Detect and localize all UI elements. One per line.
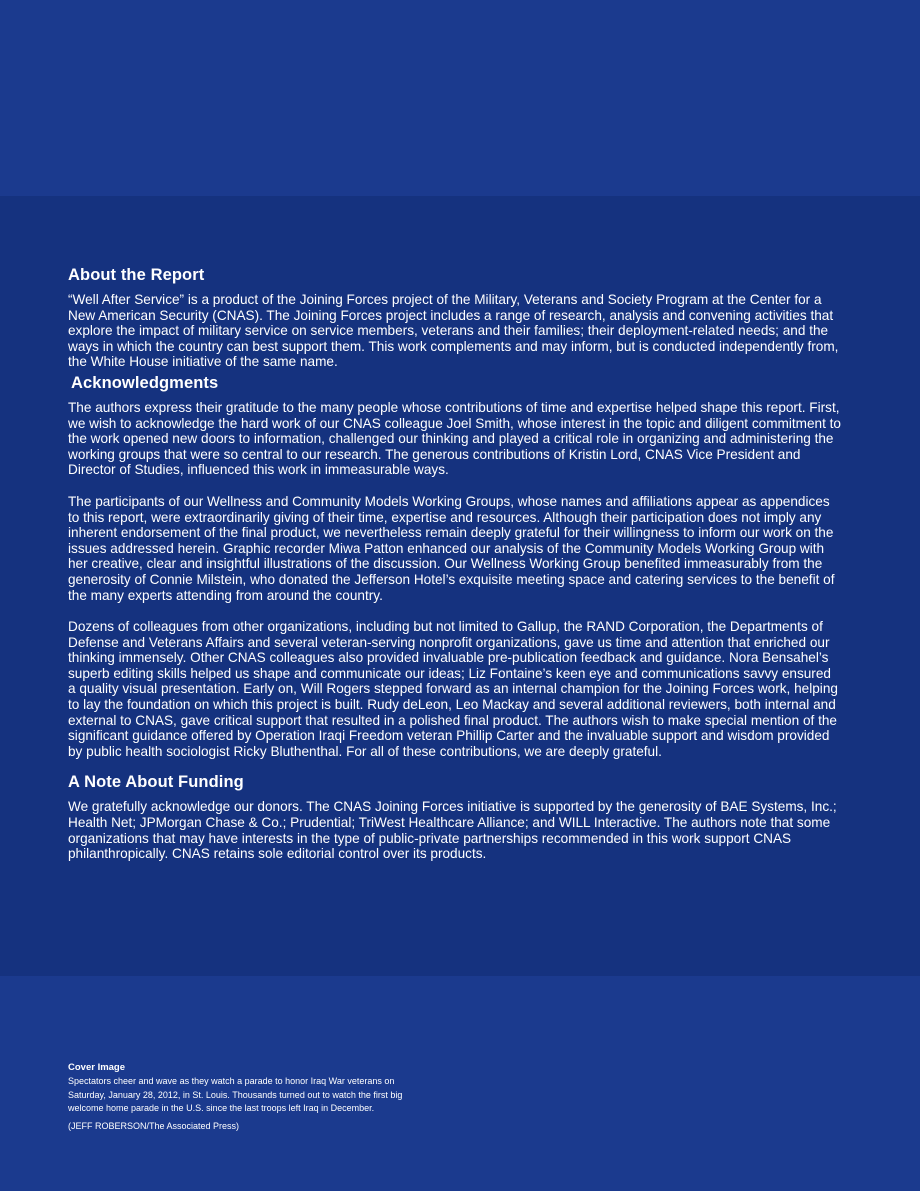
acknowledgments-section <box>68 372 842 759</box>
main-content <box>68 264 842 878</box>
acknowledgments-paragraph: The participants of our Wellness and Community Models Working Groups, whose names and affiliations appear as appendices to this report, were extraordinarily giving of their time, expertise and resources. Although their participation does not imply any inherent endorsement of the final product, we nevertheless remain deeply grateful for their willingness to inform our work on the issues addressed herein. Graphic recorder Miwa Patton enhanced our analysis of the Community Models Working Group with her creative, clear and insightful illustrations of the discussion. Our Wellness Working Group benefited immeasurably from the generosity of Connie Milstein, who donated the Jefferson Hotel’s exquisite meeting space and catering services to the benefit of the many experts attending from around the country. <box>68 493 835 603</box>
cover-image-caption <box>68 1061 428 1137</box>
about-body: “Well After Service” is a product of the Joining Forces project of the Military, Veterans and Society Program at the Center for a New American Security (CNAS). The Joining Forces project includes a range of research, analysis and convening activities that explore the impact of military service on service members, veterans and their families; their deployment-related needs; and the ways in which the country can best support them. This work complements and may inform, but is conducted independently from, the White House initiative of the same name. <box>68 292 839 370</box>
funding-section <box>68 771 842 861</box>
about-heading: About the Report <box>68 266 205 284</box>
funding-body: We gratefully acknowledge our donors. The CNAS Joining Forces initiative is supported by the generosity of BAE Systems, Inc.; Health Net; JPMorgan Chase & Co.; Prudential; TriWest Healthcare Alliance; and WILL Interactive. The authors note that some organizations that may have interests in the type of public-private partnerships recommended in this work support CNAS philanthropically. CNAS retains sole editorial control over its products. <box>68 799 837 862</box>
funding-heading: A Note About Funding <box>68 773 244 792</box>
cover-image-credit: (JEFF ROBERSON/The Associated Press) <box>68 1120 240 1131</box>
acknowledgments-paragraph: The authors express their gratitude to the many people whose contributions of time and expertise helped shape this report. First, we wish to acknowledge the hard work of our CNAS colleague Joel Smith, whose interest in the topic and diligent commitment to the work opened new doors to information, challenged our thinking and played a critical role in organizing and administering the working groups that were so central to our research. The generous contributions of Kristin Lord, CNAS Vice President and Director of Studies, influenced this work in immeasurable ways. <box>68 399 841 478</box>
about-section <box>68 264 842 370</box>
acknowledgments-paragraph: Dozens of colleagues from other organizations, including but not limited to Gallup, the RAND Corporation, the Departments of Defense and Veterans Affairs and several veteran-serving nonprofit organizations, gave us time and attention that enriched our thinking immensely. Other CNAS colleagues also provided invaluable pre-publication feedback and guidance. Nora Bensahel’s superb editing skills helped us shape and communicate our ideas; Liz Fontaine’s keen eye and communications savvy ensured a quality visual presentation. Early on, Will Rogers stepped forward as an internal champion for the Joining Forces work, helping to lay the foundation on which this project is built. Rudy deLeon, Leo Mackay and several additional reviewers, both internal and external to CNAS, gave critical support that resulted in a polished final product. The authors wish to make special mention of the significant guidance offered by Operation Iraqi Freedom veteran Phillip Carter and the invaluable support and wisdom provided by public health sociologist Ricky Bluthenthal. For all of these contributions, we are deeply grateful. <box>68 619 838 759</box>
top-background-band <box>0 0 920 196</box>
acknowledgments-heading: Acknowledgments <box>71 373 219 392</box>
cover-image-heading: Cover Image <box>68 1062 126 1073</box>
cover-image-text: Spectators cheer and wave as they watch a parade to honor Iraq War veterans on Saturday, January 28, 2012, in St. Louis. Thousands turned out to watch the first big welcome home parade in the U.S. since the last troops left Iraq in December. <box>68 1076 403 1113</box>
